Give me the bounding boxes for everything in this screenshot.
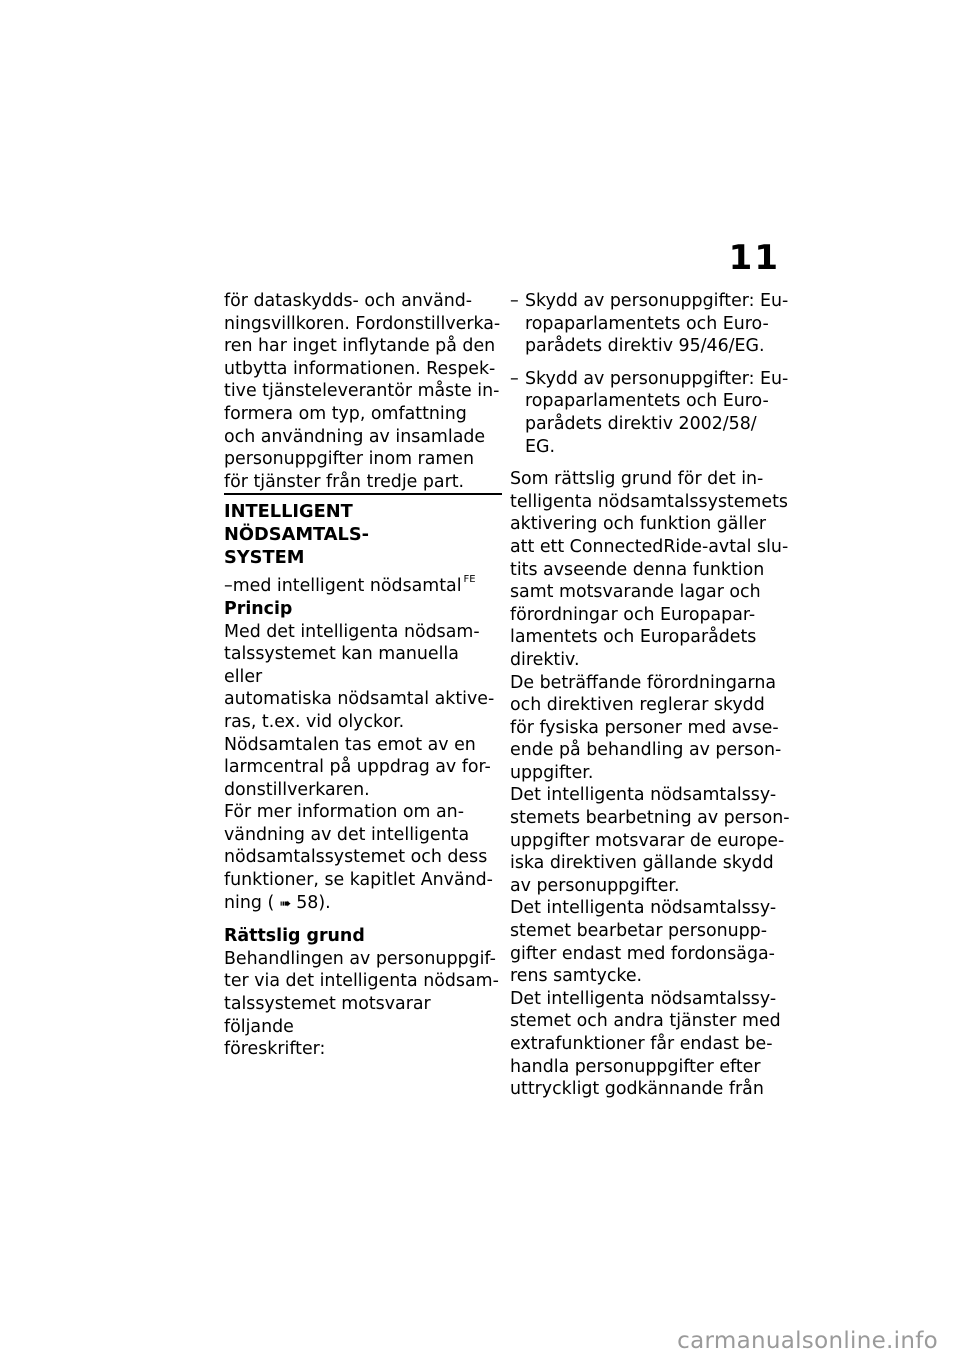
feature-code: FE — [463, 574, 476, 586]
princip-paragraph-3: För mer information om an- vändning av det intelligenta nödsamtalssystemet och dess funktioner, se kapitlet Använd- ning ( ➠ 58). — [224, 801, 502, 915]
list-item: – Skydd av personuppgifter: Eu- ropaparlamentets och Euro- parådets direktiv 2002/58/ EG. — [510, 368, 789, 457]
feature-note: –med intelligent nödsamtal $^{FE}$ — [224, 574, 476, 597]
arrow-right-icon: ➠ — [279, 895, 292, 912]
legal-paragraph-3: Det intelligenta nödsamtalssy- stemets bearbetning av person- uppgifter motsvarar de europe- iska direktiven gällande skydd av personuppgifter. — [510, 785, 790, 896]
list-item: – Skydd av personuppgifter: Eu- ropaparlamentets och Euro- parådets direktiv 95/46/EG. — [510, 291, 789, 357]
rattslig-paragraph: Behandlingen av personuppgif- ter via det intelligenta nödsam- talssystemet motsvarar följande föreskrifter: — [224, 948, 499, 1060]
legal-paragraph-4: Det intelligenta nödsamtalssy- stemet bearbetar personupp- gifter endast med fordonsäga- rens samtycke. — [510, 898, 777, 987]
section-heading: INTELLIGENT NÖDSAMTALS- SYSTEM — [224, 493, 502, 569]
page-number: 11 — [728, 238, 780, 278]
legal-paragraph-1: Som rättslig grund för det in- telligenta nödsamtalssystemets aktivering och funktion gäller att ett ConnectedRide-avtal slu- tits avseende denna funktion samt motsvarande lagar och förordningar och Europapar- lamentets och Europarådets direktiv. — [510, 469, 789, 670]
princip-paragraph-2: Nödsamtalen tas emot av en larmcentral på uppdrag av for- donstillverkaren. — [224, 734, 491, 800]
page-reference-link[interactable]: ➠ 58). — [274, 893, 330, 913]
left-column — [224, 290, 502, 1061]
legal-paragraph-5: Det intelligenta nödsamtalssy- stemet och andra tjänster med extrafunktioner får endast be- handla personuppgifter efter uttryckligt godkännande från — [510, 988, 781, 1100]
right-column — [510, 290, 790, 1101]
princip-heading: Princip — [224, 598, 293, 619]
intro-paragraph: för dataskydds- och använd- ningsvillkoren. Fordonstillverka- ren har inget inflytande på den utbytta informationen. Respek- tive tjänsteleverantör måste in- formera om typ, omfattning och användning av insamlade personuppgifter inom ramen för tjänster från tredje part. — [224, 291, 501, 492]
rattslig-heading: Rättslig grund — [224, 926, 365, 947]
legal-paragraph-2: De beträffande förordningarna och direktiven reglerar skydd för fysiska personer med avse- ende på behandling av person- uppgifter. — [510, 672, 782, 783]
watermark: carmanualsonline.info — [677, 1328, 938, 1354]
princip-paragraph-1: Med det intelligenta nödsam- talssystemet kan manuella eller automatiska nödsamtal aktive- ras, t.ex. vid olyckor. — [224, 621, 495, 732]
